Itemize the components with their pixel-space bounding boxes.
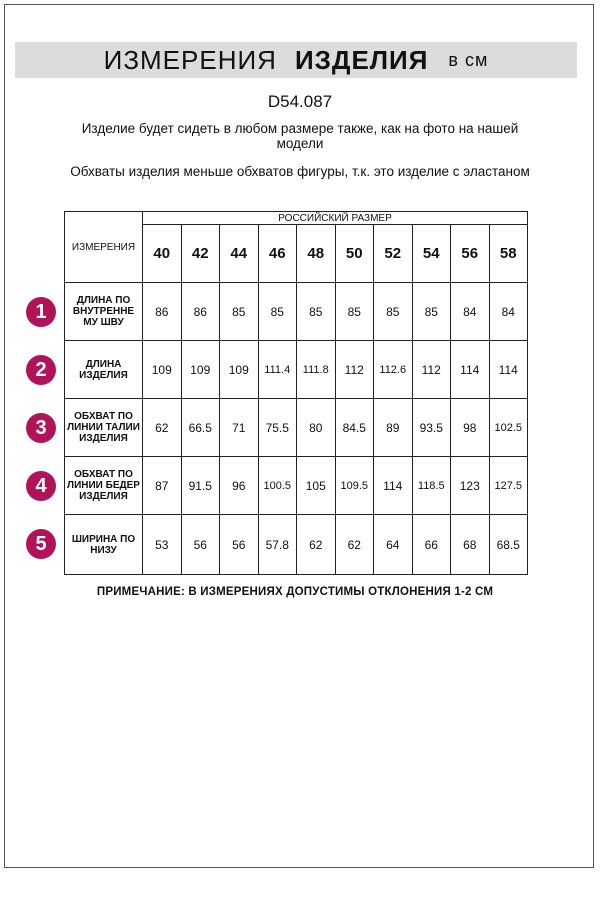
table-cell: 100.5 (258, 457, 297, 515)
table-cell: 109 (143, 341, 182, 399)
table-cell: 114 (451, 341, 490, 399)
table-cell: 102.5 (489, 399, 528, 457)
table-cell: 96 (220, 457, 259, 515)
table-cell: 84 (451, 283, 490, 341)
size-header-54: 54 (412, 225, 451, 283)
table-cell: 68.5 (489, 515, 528, 575)
table-cell: 85 (335, 283, 374, 341)
table-cell: 105 (297, 457, 336, 515)
row-label: ОБХВАТ ПО ЛИНИИ ТАЛИИ ИЗДЕЛИЯ (65, 399, 143, 457)
corner-label: ИЗМЕРЕНИЯ (65, 212, 143, 283)
row-label: ШИРИНА ПО НИЗУ (65, 515, 143, 575)
table-cell: 62 (335, 515, 374, 575)
row-label: ДЛИНА ИЗДЕЛИЯ (65, 341, 143, 399)
table-cell: 112.6 (374, 341, 413, 399)
row-number-badge: 2 (26, 355, 56, 385)
elastane-note: Обхваты изделия меньше обхватов фигуры, т.к. это изделие с эластаном (70, 164, 530, 179)
table-cell: 57.8 (258, 515, 297, 575)
table-cell: 114 (489, 341, 528, 399)
table-cell: 62 (297, 515, 336, 575)
table-cell: 112 (335, 341, 374, 399)
table-cell: 64 (374, 515, 413, 575)
table-cell: 111.4 (258, 341, 297, 399)
size-header-56: 56 (451, 225, 490, 283)
table-cell: 86 (143, 283, 182, 341)
table-cell: 68 (451, 515, 490, 575)
table-cell: 71 (220, 399, 259, 457)
table-row (65, 515, 528, 575)
row-number-badge: 4 (26, 471, 56, 501)
table-cell: 85 (412, 283, 451, 341)
table-row (65, 283, 528, 341)
size-header-40: 40 (143, 225, 182, 283)
size-header-44: 44 (220, 225, 259, 283)
row-number-badge: 1 (26, 297, 56, 327)
table-cell: 62 (143, 399, 182, 457)
size-header-46: 46 (258, 225, 297, 283)
table-cell: 109 (181, 341, 220, 399)
table-row (65, 399, 528, 457)
table-cell: 75.5 (258, 399, 297, 457)
row-label: ДЛИНА ПО ВНУТРЕННЕ МУ ШВУ (65, 283, 143, 341)
table-row (65, 341, 528, 399)
row-number-badge: 3 (26, 413, 56, 443)
table-cell: 86 (181, 283, 220, 341)
table-cell: 112 (412, 341, 451, 399)
table-cell: 93.5 (412, 399, 451, 457)
title-word-1: ИЗМЕРЕНИЯ (103, 44, 277, 75)
size-chart-table (64, 211, 528, 575)
table-cell: 87 (143, 457, 182, 515)
table-row (65, 457, 528, 515)
table-cell: 114 (374, 457, 413, 515)
table-cell: 53 (143, 515, 182, 575)
table-cell: 85 (374, 283, 413, 341)
table-cell: 127.5 (489, 457, 528, 515)
product-code: D54.087 (267, 92, 333, 111)
size-header-58: 58 (489, 225, 528, 283)
page-title-bar (15, 42, 577, 78)
table-cell: 109 (220, 341, 259, 399)
table-cell: 98 (451, 399, 490, 457)
fit-note: Изделие будет сидеть в любом размере также, как на фото на нашей модели (81, 121, 519, 151)
size-header-52: 52 (374, 225, 413, 283)
size-header-50: 50 (335, 225, 374, 283)
table-cell: 118.5 (412, 457, 451, 515)
table-cell: 66.5 (181, 399, 220, 457)
table-cell: 56 (220, 515, 259, 575)
table-cell: 85 (220, 283, 259, 341)
size-group-label: РОССИЙСКИЙ РАЗМЕР (143, 212, 528, 225)
table-cell: 85 (297, 283, 336, 341)
table-cell: 89 (374, 399, 413, 457)
table-cell: 84.5 (335, 399, 374, 457)
size-header-42: 42 (181, 225, 220, 283)
table-cell: 80 (297, 399, 336, 457)
table-cell: 66 (412, 515, 451, 575)
table-cell: 123 (451, 457, 490, 515)
title-unit: в см (448, 49, 489, 70)
table-cell: 91.5 (181, 457, 220, 515)
tolerance-note: ПРИМЕЧАНИЕ: В ИЗМЕРЕНИЯХ ДОПУСТИМЫ ОТКЛОНЕНИЯ 1-2 СМ (96, 586, 494, 598)
title-word-2: ИЗДЕЛИЯ (294, 44, 429, 75)
table-cell: 111.8 (297, 341, 336, 399)
size-header-48: 48 (297, 225, 336, 283)
table-cell: 56 (181, 515, 220, 575)
table-cell: 84 (489, 283, 528, 341)
table-cell: 85 (258, 283, 297, 341)
row-label: ОБХВАТ ПО ЛИНИИ БЕДЕР ИЗДЕЛИЯ (65, 457, 143, 515)
row-number-badge: 5 (26, 529, 56, 559)
table-cell: 109.5 (335, 457, 374, 515)
